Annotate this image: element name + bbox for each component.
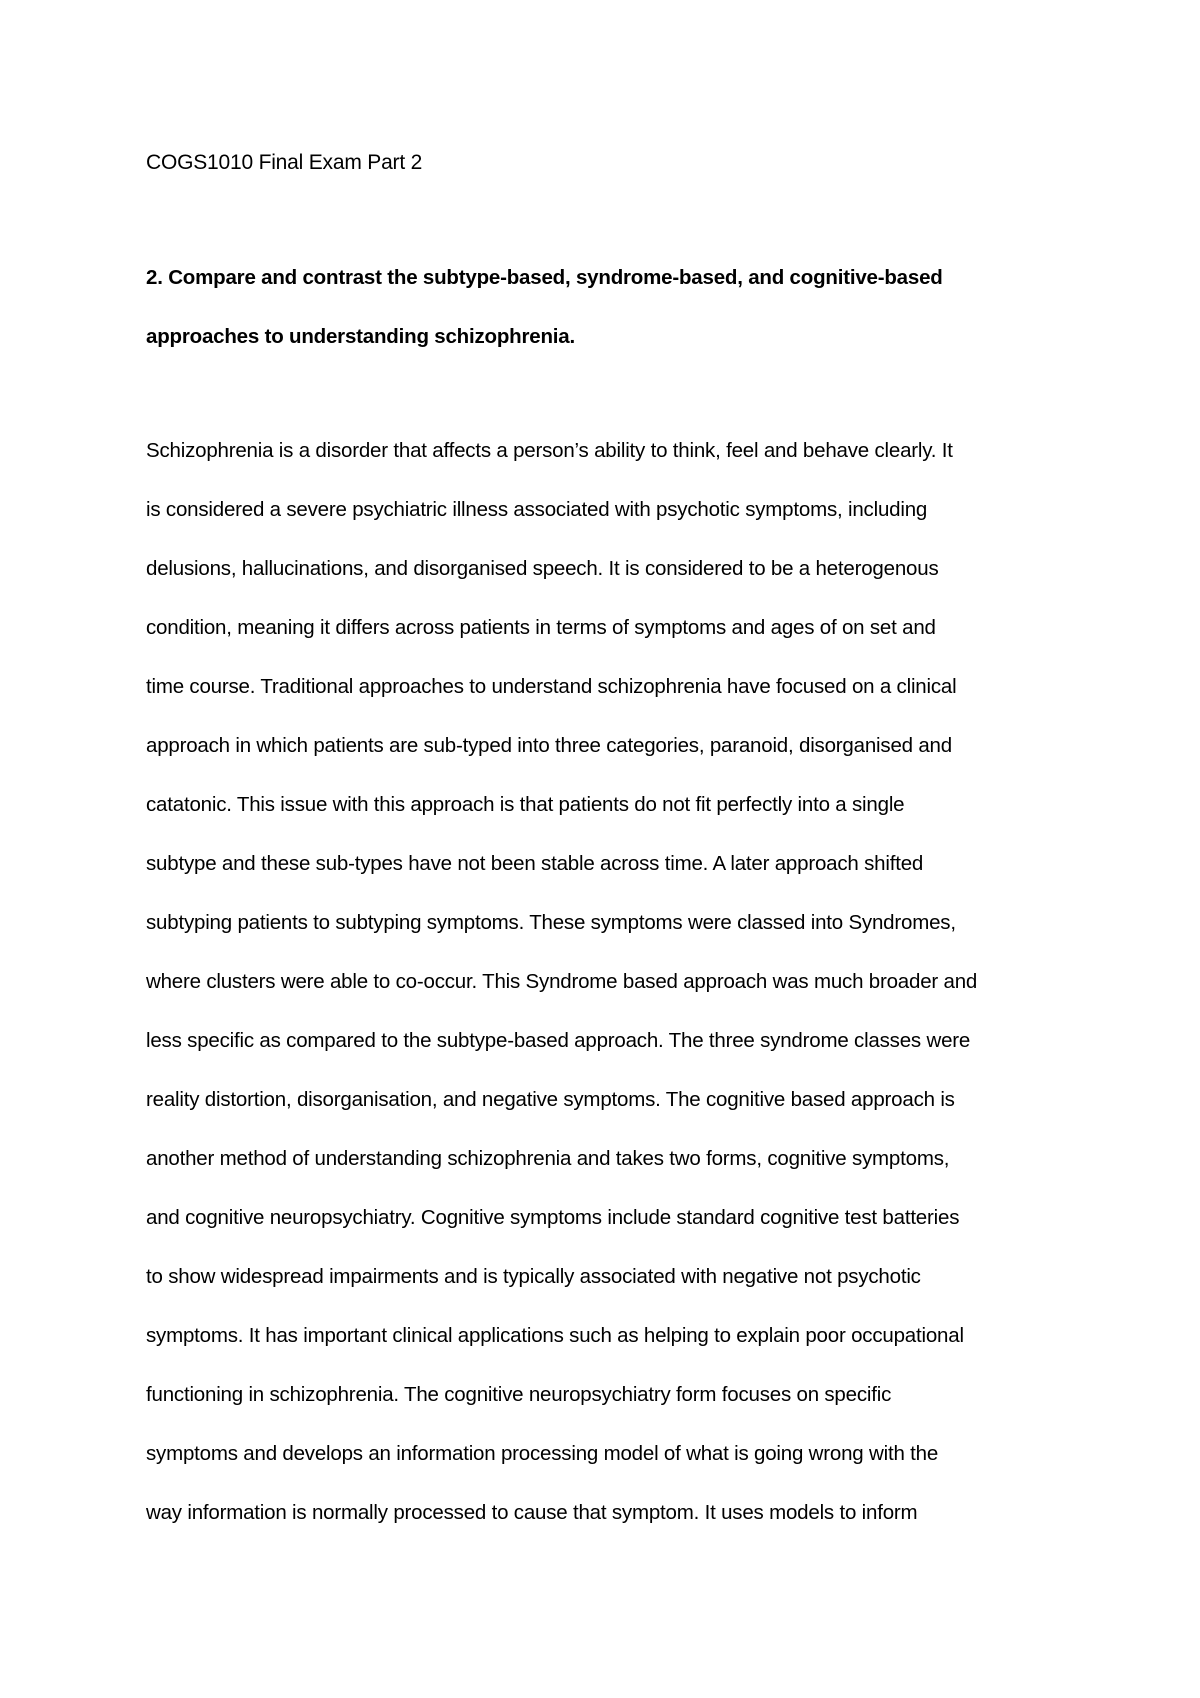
body-line-14: and cognitive neuropsychiatry. Cognitive symptoms include standard cognitive test batteries <box>146 1206 960 1229</box>
question-line-2: approaches to understanding schizophrenia. <box>146 325 575 348</box>
body-line-16: symptoms. It has important clinical applications such as helping to explain poor occupational <box>146 1324 964 1347</box>
body-line-7: catatonic. This issue with this approach is that patients do not fit perfectly into a single <box>146 793 905 816</box>
body-line-1: Schizophrenia is a disorder that affects a person’s ability to think, feel and behave clearly. It <box>146 439 953 462</box>
body-line-19: way information is normally processed to cause that symptom. It uses models to inform <box>146 1501 918 1524</box>
body-line-8: subtype and these sub-types have not been stable across time. A later approach shifted <box>146 852 924 875</box>
body-line-4: condition, meaning it differs across patients in terms of symptoms and ages of on set and <box>146 616 936 639</box>
body-line-11: less specific as compared to the subtype-based approach. The three syndrome classes were <box>146 1029 971 1052</box>
body-line-5: time course. Traditional approaches to understand schizophrenia have focused on a clinical <box>146 675 957 698</box>
body-line-18: symptoms and develops an information processing model of what is going wrong with the <box>146 1442 939 1465</box>
body-line-6: approach in which patients are sub-typed into three categories, paranoid, disorganised and <box>146 734 952 757</box>
body-line-13: another method of understanding schizophrenia and takes two forms, cognitive symptoms, <box>146 1147 950 1170</box>
question-line-1: 2. Compare and contrast the subtype-based, syndrome-based, and cognitive-based <box>146 266 943 289</box>
body-line-17: functioning in schizophrenia. The cognitive neuropsychiatry form focuses on specific <box>146 1383 892 1406</box>
body-line-9: subtyping patients to subtyping symptoms. These symptoms were classed into Syndromes, <box>146 911 956 934</box>
document-header: COGS1010 Final Exam Part 2 <box>146 151 423 174</box>
body-line-15: to show widespread impairments and is typically associated with negative not psychotic <box>146 1265 921 1288</box>
body-line-12: reality distortion, disorganisation, and negative symptoms. The cognitive based approach is <box>146 1088 955 1111</box>
body-line-10: where clusters were able to co-occur. This Syndrome based approach was much broader and <box>146 970 978 993</box>
body-line-2: is considered a severe psychiatric illness associated with psychotic symptoms, including <box>146 498 928 521</box>
body-line-3: delusions, hallucinations, and disorganised speech. It is considered to be a heterogenous <box>146 557 939 580</box>
